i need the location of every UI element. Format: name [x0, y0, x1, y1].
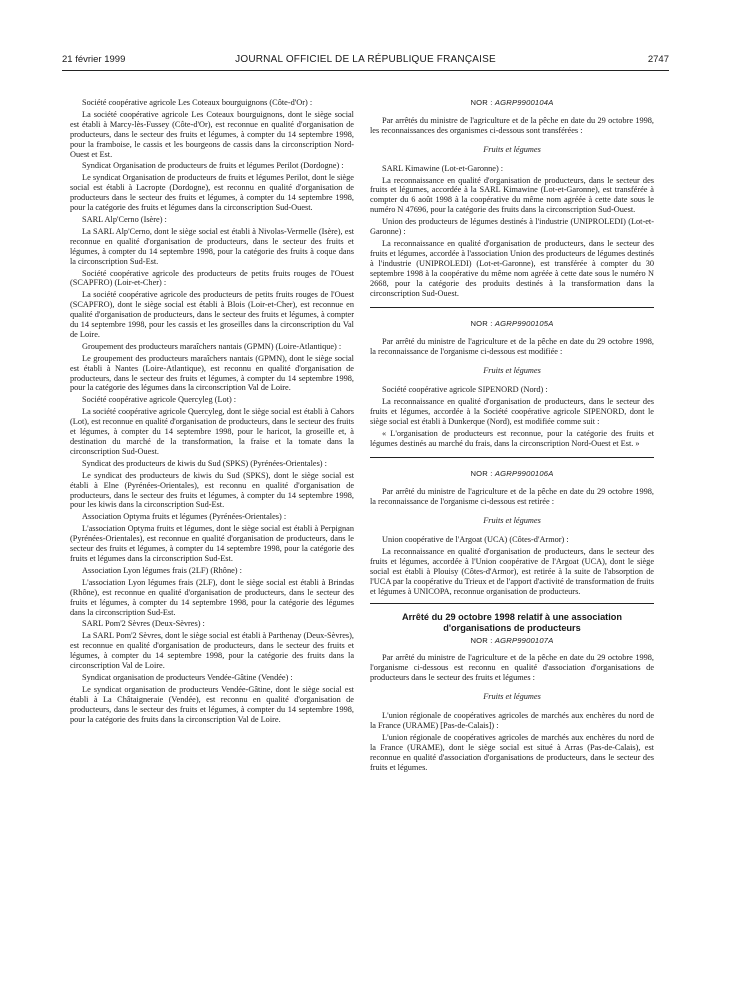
- nor-reference: [370, 319, 654, 329]
- section-heading: Fruits et légumes: [483, 692, 541, 702]
- paragraph: La société coopérative agricole Quercyleg, dont le siège social est établi à Cahors (Lot), est reconnue en qualité d'organisation de producteurs, dans le secteur des fruits et légumes, à compter du 14 septembre 1998, pour le haricot, la groseille et, à destination du marché de la transformation, la fraise et la tomate dans la circonscription Sud-Ouest.: [70, 407, 354, 456]
- nor-reference: [370, 469, 654, 479]
- paragraph: « L'organisation de producteurs est reconnue, pour la catégorie des fruits et légumes destinés au marché du frais, dans la circonscription Nord-Ouest et Est. »: [370, 428, 654, 448]
- paragraph: Association Optyma fruits et légumes (Pyrénées-Orientales) :: [82, 512, 287, 522]
- section-heading: Fruits et légumes: [483, 516, 541, 526]
- paragraph: La SARL Alp'Cerno, dont le siège social est établi à Nivolas-Vermelle (Isère), est reconnue en qualité d'organisation de producteurs, dans le secteur des fruits et légumes, à compter du 14 septembre 1998, pour la catégorie des fruits à coque dans la circonscription Sud-Est.: [70, 226, 354, 266]
- separator-rule: [370, 457, 654, 458]
- paragraph: SARL Alp'Cerno (Isère) :: [82, 214, 167, 224]
- paragraph: L'association Optyma fruits et légumes, dont le siège social est établi à Perpignan (Pyrénées-Orientales), est reconnue en qualité d'organisation de producteurs, dans le secteur des fruits et légumes, à compter du 14 septembre 1998, pour la catégorie des fruits et légumes dans la circonscription Sud-Est.: [70, 524, 354, 563]
- paragraph: Association Lyon légumes frais (2LF) (Rhône) :: [82, 565, 242, 575]
- intro-paragraph: Par arrêté du ministre de l'agriculture et de la pêche en date du 29 octobre 1998, l'organisme ci-dessous est reconnu en qualité d'association d'organisations de producteurs dans le secteur des fruits et légumes :: [370, 653, 654, 683]
- header-rule: [62, 70, 669, 71]
- nor-code: AGRP9900106A: [494, 469, 554, 479]
- left-column: [70, 98, 354, 726]
- paragraph: L'union régionale de coopératives agricoles de marchés aux enchères du nord de la France (URAME) [Pas-de-Calais]) :: [370, 711, 654, 730]
- paragraph: Groupement des producteurs maraîchers nantais (GPMN) (Loire-Atlantique) :: [82, 341, 342, 351]
- paragraph: Syndicat organisation de producteurs Vendée-Gâtine (Vendée) :: [82, 672, 293, 682]
- paragraph: Union des producteurs de légumes destinés à l'industrie (UNIPROLEDI) (Lot-et-Garonne) :: [370, 217, 654, 237]
- journal-title: JOURNAL OFFICIEL DE LA RÉPUBLIQUE FRANÇAISE: [235, 54, 496, 65]
- paragraph: La reconnaissance en qualité d'organisation de producteurs, dans le secteur des fruits et légumes, accordée à la Société coopérative agricole SIPENORD, dont le siège social est établi à Dunkerque (Nord), est modifiée comme suit :: [370, 396, 654, 426]
- right-column: [370, 98, 654, 775]
- intro-paragraph: Par arrêté du ministre de l'agriculture et de la pêche en date du 29 octobre 1998, la reconnaissance de l'organisme ci-dessous est retirée :: [370, 487, 654, 507]
- paragraph: SARL Kimawine (Lot-et-Garonne) :: [382, 163, 504, 173]
- nor-code: AGRP9900104A: [494, 98, 554, 107]
- paragraph: Syndicat Organisation de producteurs de fruits et légumes Perilot (Dordogne) :: [82, 161, 344, 171]
- intro-paragraph: Par arrêté du ministre de l'agriculture et de la pêche en date du 29 octobre 1998, la reconnaissance de l'organisme ci-dessous est modifiée :: [370, 337, 654, 357]
- nor-code: AGRP9900105A: [494, 319, 554, 329]
- header-date: 21 février 1999: [62, 54, 126, 65]
- paragraph: La reconnaissance en qualité d'organisation de producteurs, dans le secteur des fruits et légumes, accordée à l'association Union des producteurs de légumes destinés à l'industrie (UNIPROLEDI) (Lot-et-Garonne), est transférée à compter du 30 septembre 1998 à la coopérative du même nom agréée à cette date sous le numéro N 2668, pour la catégorie des produits destinés à la transformation dans la circonscription Sud-Ouest.: [370, 238, 654, 298]
- paragraph: Union coopérative de l'Argoat (UCA) (Côtes-d'Armor) :: [382, 535, 569, 545]
- nor-reference: [370, 98, 654, 108]
- paragraph: Le syndicat des producteurs de kiwis du Sud (SPKS), dont le siège social est établi à Elne (Pyrénées-Orientales), est reconnu en qualité d'organisation de producteurs, dans le secteur des fruits et légumes, à compter du 14 septembre 1998, pour les kiwis dans la circonscription Sud-Est.: [70, 470, 354, 510]
- intro-paragraph: Par arrêtés du ministre de l'agriculture et de la pêche en date du 29 octobre 1998, les reconnaissances des organismes ci-dessous sont transférées :: [370, 115, 654, 135]
- arrete-title-line: d'organisations de producteurs: [443, 622, 581, 633]
- paragraph: Syndicat des producteurs de kiwis du Sud (SPKS) (Pyrénées-Orientales) :: [82, 458, 327, 468]
- paragraph: La SARL Pom'2 Sèvres, dont le siège social est établi à Parthenay (Deux-Sèvres), est reconnue en qualité d'organisation de producteurs, dans le secteur des fruits et légumes, à compter du 14 septembre 1998, pour la catégorie des fruits dans la circonscription Val de Loire.: [70, 631, 354, 671]
- paragraph: La reconnaissance en qualité d'organisation de producteurs, dans le secteur des fruits et légumes, accordée à l'Union coopérative de l'Argoat (UCA), dont le siège social est établi à Plouisy (Côtes-d'Armor), est retirée à la suite de l'absorption de l'UCA par la coopérative du Trieux et de l'apport d'activité de transformation de fruits et légumes à UNICOPA, reconnue organisation de producteurs.: [370, 547, 654, 596]
- arrete-title-line: Arrêté du 29 octobre 1998 relatif à une association: [401, 611, 623, 622]
- paragraph: SARL Pom'2 Sèvres (Deux-Sèvres) :: [82, 619, 205, 629]
- paragraph: Le syndicat Organisation de producteurs de fruits et légumes Perilot, dont le siège social est établi à Lacropte (Dordogne), est reconnu en qualité d'organisation de producteurs dans le secteur des fruits et légumes, à compter du 14 septembre 1998, pour la catégorie des fruits et légumes dans la circonscription Sud-Ouest.: [70, 173, 354, 213]
- paragraph: La reconnaissance en qualité d'organisation de producteurs, dans le secteur des fruits et légumes, accordée à la SARL Kimawine (Lot-et-Garonne), est transférée à compter du 6 août 1998 à la coopérative du même nom agréée à cette date sous le numéro N 47696, pour la catégorie des fruits dans la circonscription Sud-Ouest.: [370, 175, 654, 215]
- nor-label: NOR :: [470, 98, 493, 107]
- paragraph: La société coopérative agricole des producteurs de petits fruits rouges de l'Ouest (SCAPFRO), dont le siège social est établi à Blois (Loir-et-Cher), est reconnue en qualité d'organisation de producteurs, dans le secteur des fruits et légumes, à compter du 14 septembre 1998, pour les cassis et les groseilles dans la circonscription du Val de Loire.: [70, 290, 354, 339]
- paragraph: L'association Lyon légumes frais (2LF), dont le siège social est établi à Brindas (Rhône), est reconnue en qualité d'organisation de producteurs, dans le secteur des fruits et légumes, à compter du 14 septembre 1998, pour la catégorie des légumes dans la circonscription Sud-Est.: [70, 577, 354, 617]
- separator-rule: [370, 307, 654, 308]
- nor-label: NOR :: [470, 319, 493, 329]
- paragraph: Société coopérative agricole SIPENORD (Nord) :: [382, 385, 548, 395]
- nor-label: NOR :: [470, 635, 493, 645]
- paragraph: Le groupement des producteurs maraîchers nantais (GPMN), dont le siège social est établi à Nantes (Loire-Atlantique), est reconnu en qualité d'organisation de producteurs, dans le secteur des fruits et légumes, à compter du 14 septembre 1998, pour la catégorie des légumes dans la circonscription Val de Loire.: [70, 353, 354, 393]
- separator-rule: [370, 603, 654, 604]
- nor-code: AGRP9900107A: [494, 635, 554, 645]
- paragraph: L'union régionale de coopératives agricoles de marchés aux enchères du nord de la France (URAME), dont le siège social est situé à Arras (Pas-de-Calais), est reconnue en qualité d'association d'organisations de producteurs, dans le secteur des fruits et légumes.: [370, 732, 654, 772]
- nor-label: NOR :: [470, 469, 493, 479]
- arrete-title: [370, 612, 654, 634]
- paragraph: Société coopérative agricole Les Coteaux bourguignons (Côte-d'Or) :: [82, 98, 313, 107]
- page-header: [62, 54, 669, 70]
- paragraph: La société coopérative agricole Les Coteaux bourguignons, dont le siège social est établi à Marcy-lès-Fussey (Côte-d'Or), est reconnue en qualité d'organisation de producteurs, dans le secteur des fruits et légumes, à compter du 14 septembre 1998, pour la framboise, le cassis et les bourgeons de cassis dans la circonscription Nord-Ouest et Est.: [70, 109, 354, 159]
- nor-reference: [370, 636, 654, 646]
- section-heading: Fruits et légumes: [483, 366, 541, 376]
- section-heading: Fruits et légumes: [483, 144, 541, 154]
- paragraph: Le syndicat organisation de producteurs Vendée-Gâtine, dont le siège social est établi à La Châtaigneraie (Vendée), est reconnu en qualité d'organisation de producteurs, dans le secteur des fruits et légumes, à compter du 14 septembre 1998, pour la catégorie des fruits dans la circonscription Val de Loire.: [70, 684, 354, 724]
- page-number: 2747: [647, 54, 669, 65]
- paragraph: Société coopérative agricole Quercyleg (Lot) :: [82, 395, 237, 405]
- paragraph: Société coopérative agricole des producteurs de petits fruits rouges de l'Ouest (SCAPFRO) (Loir-et-Cher) :: [70, 268, 354, 288]
